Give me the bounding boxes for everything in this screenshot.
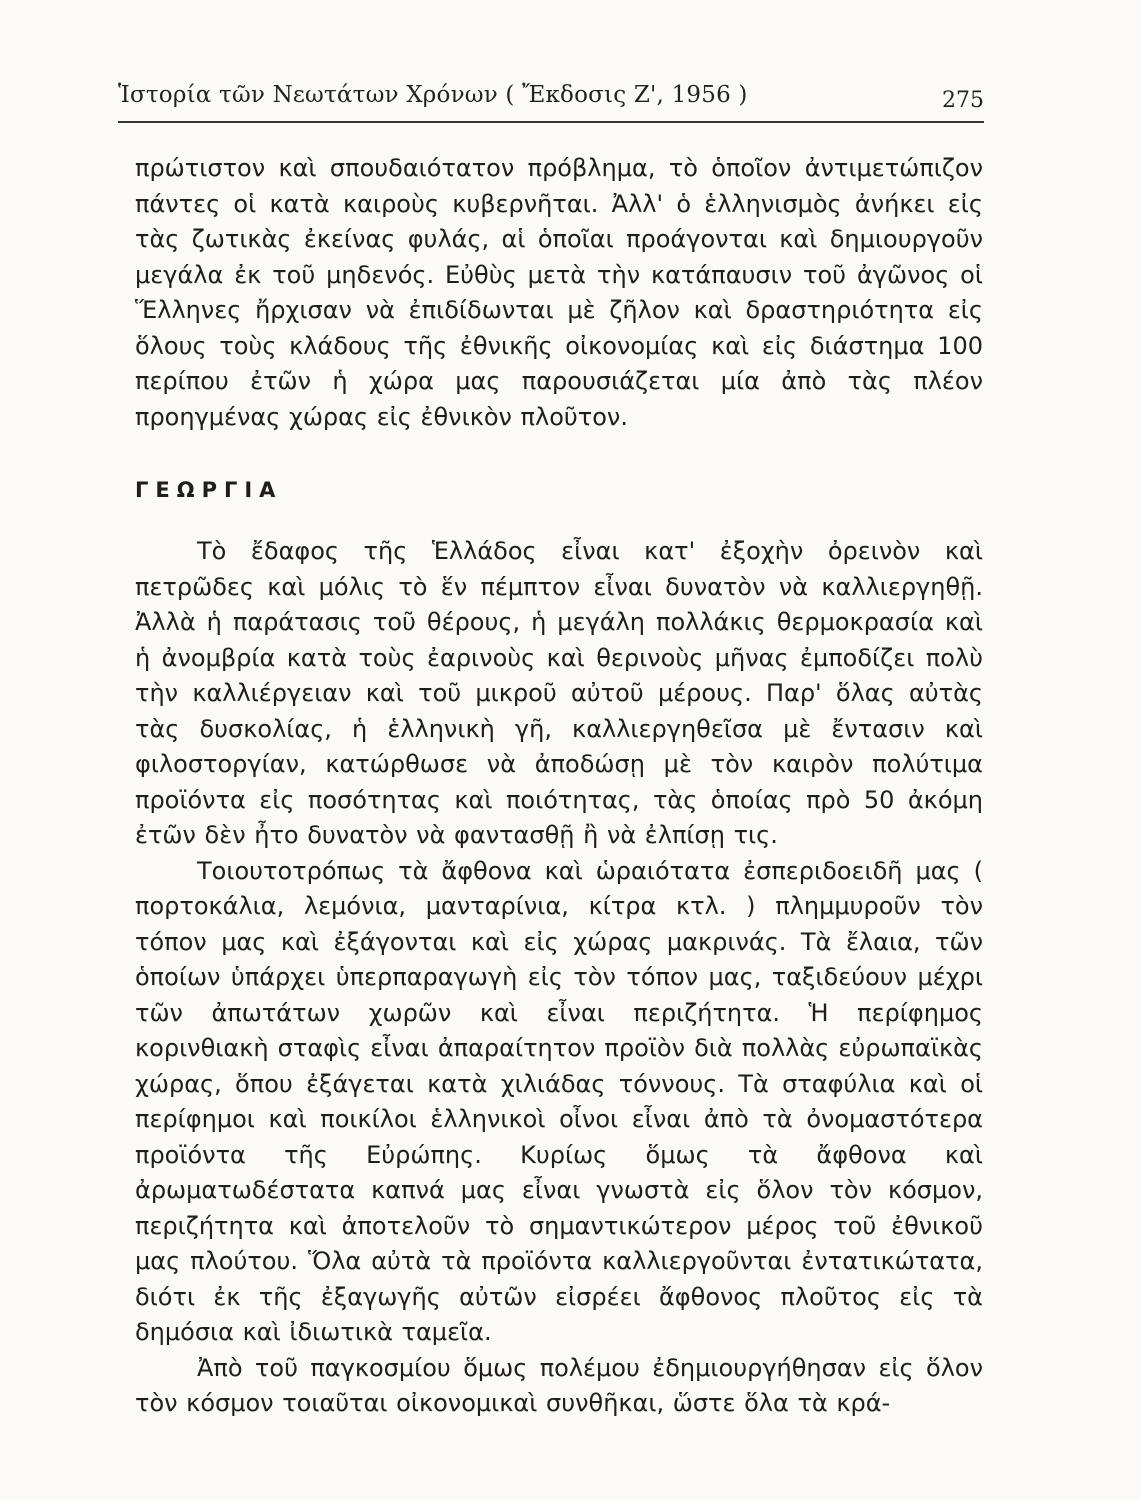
paragraph-war: Ἀπὸ τοῦ παγκοσμίου ὅμως πολέμου ἐδημιουργήθησαν εἰς ὅλον τὸν κόσμον τοιαῦται οἰκονομικαὶ συνθῆκαι, ὥστε ὅλα τὰ κρά- bbox=[135, 1353, 983, 1417]
running-title: Ἱστορία τῶν Νεωτάτων Χρόνων ( Ἔκδοσις Ζ', 1956 ) bbox=[118, 82, 748, 108]
paragraph-products: Τοιουτοτρόπως τὰ ἄφθονα καὶ ὡραιότατα ἐσπεριδοειδῆ μας ( πορτοκάλια, λεμόνια, μανταρίνια, κίτρα κτλ. ) πλημμυροῦν τὸν τόπον μας καὶ ἐξάγονται καὶ εἰς χώρας μακρινάς. Τὰ ἔλαια, τῶν ὁποίων ὑπάρχει ὑπερπαραγωγὴ εἰς τὸν τόπον μας, ταξιδεύουν μέχρι τῶν ἀπωτάτων χωρῶν καὶ εἶναι περιζήτητα. Ἡ περίφημος κορινθιακὴ σταφὶς εἶναι ἀπαραίτητον προϊὸν διὰ πολλὰς εὐρωπαϊκὰς χώρας, ὅπου ἐξάγεται κατὰ χιλιάδας τόννους. Τὰ σταφύλια καὶ οἱ περίφημοι καὶ ποικίλοι ἑλληνικοὶ οἶνοι εἶναι ἀπὸ τὰ ὀνομαστότερα προϊόντα τῆς Εὐρώπης. Κυρίως ὅμως τὰ ἄφθονα καὶ ἀρωματωδέστατα καπνά μας εἶναι γνωστὰ εἰς ὅλον τὸν κόσμον, περιζήτητα καὶ ἀποτελοῦν τὸ σημαντικώτερον μέρος τοῦ ἐθνικοῦ μας πλούτου. Ὅλα αὐτὰ τὰ προϊόντα καλλιεργοῦνται ἐντατικώτατα, διότι ἐκ τῆς ἐξαγωγῆς αὐτῶν εἰσρέει ἄφθονος πλοῦτος εἰς τὰ δημόσια καὶ ἰδιωτικὰ ταμεῖα. bbox=[135, 856, 983, 1346]
running-head bbox=[118, 82, 984, 122]
section-heading: ΓΕΩΡΓΙΑ bbox=[135, 478, 283, 502]
paragraph-soil: Τὸ ἔδαφος τῆς Ἑλλάδος εἶναι κατ' ἐξοχὴν ὀρεινὸν καὶ πετρῶδες καὶ μόλις τὸ ἕν πέμπτον εἶναι δυνατὸν νὰ καλλιεργηθῇ. Ἀλλὰ ἡ παράτασις τοῦ θέρους, ἡ μεγάλη πολλάκις θερμοκρασία καὶ ἡ ἀνομβρία κατὰ τοὺς ἐαρινοὺς καὶ θερινοὺς μῆνας ἐμποδίζει πολὺ τὴν καλλιέργειαν καὶ τοῦ μικροῦ αὐτοῦ μέρους. Παρ' ὅλας αὐτὰς τὰς δυσκολίας, ἡ ἑλληνικὴ γῆ, καλλιεργηθεῖσα μὲ ἔντασιν καὶ φιλοστοργίαν, κατώρθωσε νὰ ἀποδώσῃ μὲ τὸν καιρὸν πολύτιμα προϊόντα εἰς ποσότητας καὶ ποιότητας, τὰς ὁποίας πρὸ 50 ἀκόμη ἐτῶν δὲν ἦτο δυνατὸν νὰ φαντασθῇ ἢ νὰ ἐλπίσῃ τις. bbox=[135, 537, 983, 849]
body-text bbox=[135, 151, 983, 1422]
opening-paragraph: πρώτιστον καὶ σπουδαιότατον πρόβλημα, τὸ ὁποῖον ἀντιμετώπιζον πάντες οἱ κατὰ καιροὺς κυβερνῆται. Ἀλλ' ὁ ἑλληνισμὸς ἀνήκει εἰς τὰς ζωτικὰς ἐκείνας φυλάς, αἱ ὁποῖαι προάγονται καὶ δημιουργοῦν μεγάλα ἐκ τοῦ μηδενός. Εὐθὺς μετὰ τὴν κατάπαυσιν τοῦ ἀγῶνος οἱ Ἕλληνες ἤρχισαν νὰ ἐπιδίδωνται μὲ ζῆλον καὶ δραστηριότητα εἰς ὅλους τοὺς κλάδους τῆς ἐθνικῆς οἰκονομίας καὶ εἰς διάστημα 100 περίπου ἐτῶν ἡ χώρα μας παρουσιάζεται μία ἀπὸ τὰς πλέον προηγμένας χώρας εἰς ἐθνικὸν πλοῦτον. bbox=[135, 154, 983, 431]
header-rule bbox=[118, 121, 984, 123]
page-number: 275 bbox=[942, 88, 984, 113]
